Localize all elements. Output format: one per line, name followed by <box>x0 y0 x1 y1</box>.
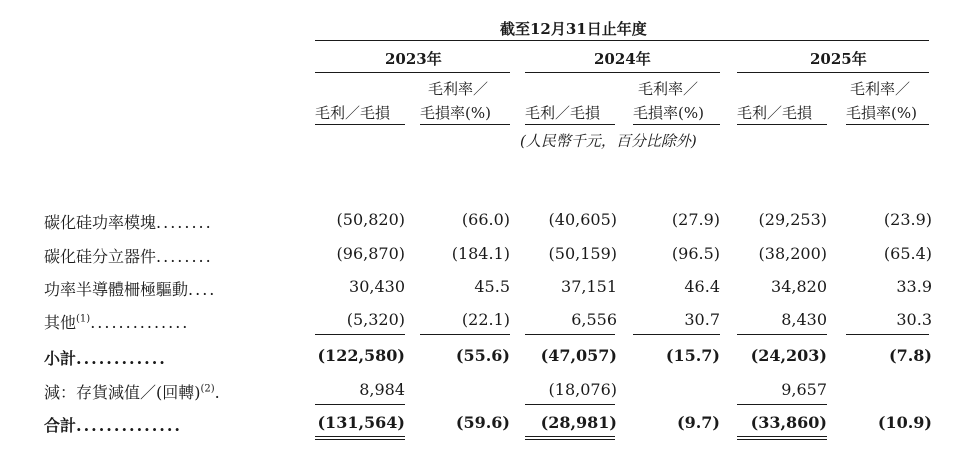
cell: (50,820) <box>336 210 405 229</box>
cell: (15.7) <box>665 346 720 365</box>
subtotal-rule-1 <box>315 334 405 335</box>
cell: 30,430 <box>349 277 405 296</box>
col-rule-2 <box>420 124 510 125</box>
cell: (23.9) <box>883 210 932 229</box>
col-rate-2025-line1: 毛利率／ <box>850 80 911 98</box>
cell: 8,430 <box>781 310 827 329</box>
cell: 8,984 <box>359 380 405 399</box>
double-rule-5b <box>737 439 827 440</box>
cell: (28,981) <box>540 413 617 432</box>
double-rule-3a <box>525 436 615 437</box>
cell: 6,556 <box>571 310 617 329</box>
footnote-ref: (2) <box>200 383 215 395</box>
cell: (96.5) <box>671 244 720 263</box>
cell: 37,151 <box>561 277 617 296</box>
col-rate-2024-line2: 毛損率(%) <box>633 104 704 122</box>
cell: (22.1) <box>461 310 510 329</box>
year-2023: 2023年 <box>385 50 442 68</box>
row-label-sic-module: 碳化硅功率模塊........ <box>44 213 213 232</box>
col-profit-2024: 毛利／毛損 <box>525 104 601 122</box>
cell: (40,605) <box>548 210 617 229</box>
cell: (131,564) <box>317 413 405 432</box>
double-rule-3b <box>525 439 615 440</box>
cell: (96,870) <box>336 244 405 263</box>
total-rule-5 <box>737 404 827 405</box>
cell: 45.5 <box>474 277 510 296</box>
cell: (7.8) <box>889 346 932 365</box>
total-rule-1 <box>315 404 405 405</box>
cell: (9.7) <box>677 413 720 432</box>
subtotal-rule-3 <box>525 334 615 335</box>
col-rule-5 <box>737 124 827 125</box>
unit-note: (人民幣千元，百分比除外) <box>520 132 697 150</box>
col-rule-1 <box>315 124 405 125</box>
col-rate-2023-line1: 毛利率／ <box>428 80 489 98</box>
col-rule-6 <box>846 124 929 125</box>
footnote-ref: (1) <box>76 313 91 325</box>
col-rate-2024-line1: 毛利率／ <box>638 80 699 98</box>
year-rule-2024 <box>525 72 720 73</box>
cell: (184.1) <box>451 244 510 263</box>
cell: (47,057) <box>540 346 617 365</box>
subtotal-rule-2 <box>420 334 510 335</box>
year-rule-2025 <box>737 72 929 73</box>
cell: (27.9) <box>671 210 720 229</box>
col-rule-4 <box>633 124 720 125</box>
cell: (66.0) <box>461 210 510 229</box>
row-label-sic-discrete: 碳化硅分立器件........ <box>44 247 213 266</box>
row-label-impairment: 減：存貨減值／(回轉)$^{(2)}$. <box>44 383 220 402</box>
cell: (38,200) <box>758 244 827 263</box>
cell: (18,076) <box>548 380 617 399</box>
cell: (50,159) <box>548 244 617 263</box>
double-rule-1b <box>315 439 405 440</box>
cell: (59.6) <box>455 413 510 432</box>
cell: (10.9) <box>877 413 932 432</box>
row-label-subtotal: 小計............ <box>44 349 167 368</box>
year-rule-2023 <box>315 72 510 73</box>
cell: (122,580) <box>317 346 405 365</box>
col-profit-2023: 毛利／毛損 <box>315 104 391 122</box>
row-label-others: 其他$^{(1)}$.............. <box>44 313 190 332</box>
row-label-gate-driver: 功率半導體柵極驅動.... <box>44 280 217 299</box>
cell: (33,860) <box>750 413 827 432</box>
double-rule-1a <box>315 436 405 437</box>
cell: (65.4) <box>883 244 932 263</box>
title-rule <box>315 40 929 41</box>
col-profit-2025: 毛利／毛損 <box>737 104 813 122</box>
cell: (24,203) <box>750 346 827 365</box>
cell: (5,320) <box>346 310 405 329</box>
cell: (29,253) <box>758 210 827 229</box>
cell: 34,820 <box>771 277 827 296</box>
col-rate-2025-line2: 毛損率(%) <box>846 104 917 122</box>
cell: 33.9 <box>896 277 932 296</box>
year-2024: 2024年 <box>594 50 651 68</box>
col-rule-3 <box>525 124 615 125</box>
total-rule-3 <box>525 404 615 405</box>
cell: 46.4 <box>684 277 720 296</box>
cell: 30.7 <box>684 310 720 329</box>
cell: 9,657 <box>781 380 827 399</box>
cell: (55.6) <box>455 346 510 365</box>
subtotal-rule-5 <box>737 334 827 335</box>
cell: 30.3 <box>896 310 932 329</box>
subtotal-rule-4 <box>633 334 720 335</box>
subtotal-rule-6 <box>846 334 929 335</box>
row-label-total: 合計.............. <box>44 416 182 435</box>
year-2025: 2025年 <box>810 50 867 68</box>
double-rule-5a <box>737 436 827 437</box>
col-rate-2023-line2: 毛損率(%) <box>420 104 491 122</box>
table-title: 截至12月31日止年度 <box>500 20 647 38</box>
